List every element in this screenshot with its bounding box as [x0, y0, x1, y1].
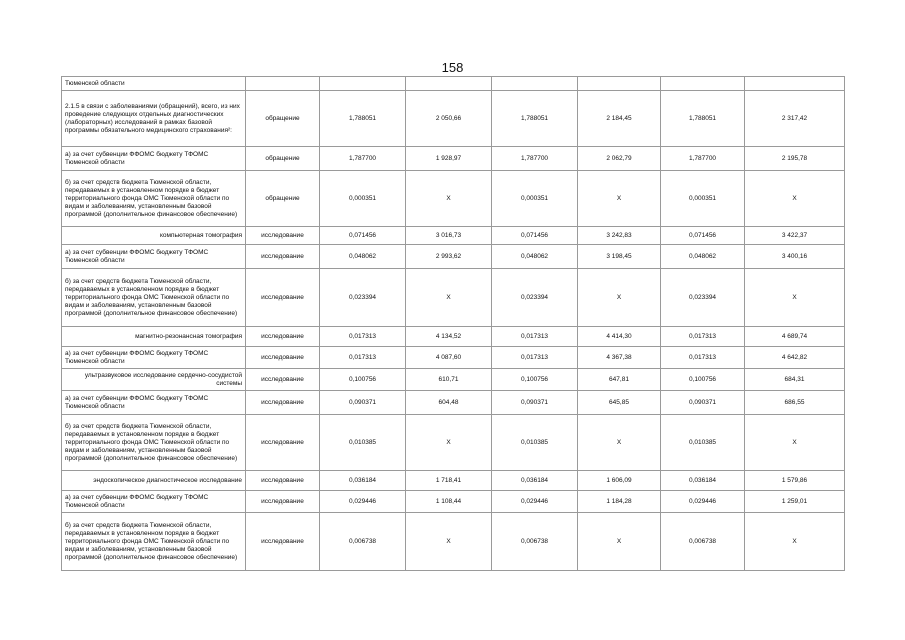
cost-cell: 3 198,45: [578, 245, 661, 269]
cost-cell: 3 422,37: [745, 227, 845, 245]
table-body: [62, 77, 845, 571]
cost-cell: 4 134,52: [406, 327, 492, 347]
cost-cell: 647,81: [578, 369, 661, 391]
row-description: магнитно-резонансная томография: [62, 327, 246, 347]
volume-cell: 1,788051: [320, 91, 406, 147]
table-row: [62, 91, 845, 147]
unit-cell: исследование: [246, 471, 320, 491]
cost-cell: 1 928,97: [406, 147, 492, 171]
volume-cell: 1,788051: [492, 91, 578, 147]
cost-cell: 4 367,38: [578, 347, 661, 369]
volume-cell: 0,017313: [320, 347, 406, 369]
unit-cell: исследование: [246, 347, 320, 369]
table-row: [62, 147, 845, 171]
unit-cell: исследование: [246, 245, 320, 269]
cost-cell: 1 718,41: [406, 471, 492, 491]
cost-cell: 610,71: [406, 369, 492, 391]
volume-cell: 0,036184: [492, 471, 578, 491]
row-description: б) за счет средств бюджета Тюменской области, передаваемых в установленном порядке в бюджет территориального фонда ОМС Тюменской области по видам и заболеваниям, установленным базовой программой (дополнительное финансовое обеспечение): [62, 171, 246, 227]
volume-cell: 0,029446: [492, 491, 578, 513]
cost-cell: X: [745, 171, 845, 227]
table-row: [62, 415, 845, 471]
cost-cell: 1 606,09: [578, 471, 661, 491]
volume-cell: 0,017313: [320, 327, 406, 347]
unit-cell: обращение: [246, 171, 320, 227]
unit-cell: обращение: [246, 147, 320, 171]
row-description: 2.1.5 в связи с заболеваниями (обращений), всего, из них проведение следующих отдельных диагностических (лабораторных) исследований в рамках базовой программы обязательного медицинского страхования²:: [62, 91, 246, 147]
table-row: [62, 471, 845, 491]
row-description: компьютерная томография: [62, 227, 246, 245]
volume-cell: 0,010385: [492, 415, 578, 471]
volume-cell: 0,071456: [320, 227, 406, 245]
volume-cell: 0,006738: [320, 513, 406, 571]
table-row: [62, 391, 845, 415]
cost-cell: 1 579,86: [745, 471, 845, 491]
unit-cell: исследование: [246, 227, 320, 245]
cost-cell: 4 642,82: [745, 347, 845, 369]
funding-table: [61, 76, 845, 571]
cost-cell: 2 195,78: [745, 147, 845, 171]
cost-cell: 2 317,42: [745, 91, 845, 147]
volume-cell: 0,017313: [492, 327, 578, 347]
row-description: б) за счет средств бюджета Тюменской области, передаваемых в установленном порядке в бюджет территориального фонда ОМС Тюменской области по видам и заболеваниям, установленным базовой программой (дополнительное финансовое обеспечение): [62, 269, 246, 327]
table-row: [62, 327, 845, 347]
row-description: а) за счет субвенции ФФОМС бюджету ТФОМС Тюменской области: [62, 245, 246, 269]
volume-cell: 0,090371: [661, 391, 745, 415]
cost-cell: X: [406, 513, 492, 571]
table-row: [62, 245, 845, 269]
unit-cell: исследование: [246, 369, 320, 391]
unit-cell: исследование: [246, 391, 320, 415]
volume-cell: 0,100756: [320, 369, 406, 391]
cost-cell: 2 062,79: [578, 147, 661, 171]
unit-cell: обращение: [246, 91, 320, 147]
volume-cell: 0,029446: [661, 491, 745, 513]
table-row: [62, 347, 845, 369]
volume-cell: 0,036184: [320, 471, 406, 491]
volume-cell: [320, 77, 406, 91]
table-row: [62, 171, 845, 227]
cost-cell: 3 016,73: [406, 227, 492, 245]
cost-cell: X: [745, 415, 845, 471]
cost-cell: [578, 77, 661, 91]
cost-cell: 645,85: [578, 391, 661, 415]
cost-cell: X: [406, 415, 492, 471]
table-row: [62, 513, 845, 571]
cost-cell: 1 108,44: [406, 491, 492, 513]
row-description: б) за счет средств бюджета Тюменской области, передаваемых в установленном порядке в бюджет территориального фонда ОМС Тюменской области по видам и заболеваниям, установленным базовой программой (дополнительное финансовое обеспечение): [62, 415, 246, 471]
cost-cell: X: [578, 269, 661, 327]
cost-cell: 3 400,16: [745, 245, 845, 269]
volume-cell: 0,023394: [320, 269, 406, 327]
unit-cell: исследование: [246, 327, 320, 347]
table-row: [62, 77, 845, 91]
cost-cell: X: [745, 513, 845, 571]
unit-cell: исследование: [246, 269, 320, 327]
row-description: а) за счет субвенции ФФОМС бюджету ТФОМС Тюменской области: [62, 147, 246, 171]
row-description: эндоскопическое диагностическое исследование: [62, 471, 246, 491]
volume-cell: 1,788051: [661, 91, 745, 147]
volume-cell: 0,071456: [492, 227, 578, 245]
volume-cell: 0,090371: [492, 391, 578, 415]
cost-cell: X: [406, 171, 492, 227]
volume-cell: 0,036184: [661, 471, 745, 491]
row-description: ультразвуковое исследование сердечно-сосудистой системы: [62, 369, 246, 391]
unit-cell: исследование: [246, 415, 320, 471]
row-description: а) за счет субвенции ФФОМС бюджету ТФОМС Тюменской области: [62, 347, 246, 369]
cost-cell: 604,48: [406, 391, 492, 415]
cost-cell: 684,31: [745, 369, 845, 391]
cost-cell: X: [745, 269, 845, 327]
volume-cell: 0,100756: [661, 369, 745, 391]
cost-cell: [406, 77, 492, 91]
volume-cell: 1,787700: [320, 147, 406, 171]
cost-cell: 4 087,60: [406, 347, 492, 369]
cost-cell: 2 050,66: [406, 91, 492, 147]
volume-cell: [492, 77, 578, 91]
volume-cell: 0,048062: [492, 245, 578, 269]
cost-cell: 4 689,74: [745, 327, 845, 347]
volume-cell: 0,029446: [320, 491, 406, 513]
unit-cell: [246, 77, 320, 91]
volume-cell: 0,010385: [320, 415, 406, 471]
cost-cell: 1 259,01: [745, 491, 845, 513]
volume-cell: 0,006738: [492, 513, 578, 571]
volume-cell: 0,000351: [492, 171, 578, 227]
volume-cell: 0,023394: [661, 269, 745, 327]
cost-cell: X: [578, 415, 661, 471]
cost-cell: X: [578, 513, 661, 571]
volume-cell: 0,048062: [320, 245, 406, 269]
cost-cell: 686,55: [745, 391, 845, 415]
page-number: 158: [441, 60, 464, 75]
volume-cell: 0,006738: [661, 513, 745, 571]
table-row: [62, 491, 845, 513]
row-description: а) за счет субвенции ФФОМС бюджету ТФОМС Тюменской области: [62, 391, 246, 415]
volume-cell: 0,017313: [661, 327, 745, 347]
row-description: Тюменской области: [62, 77, 246, 91]
cost-cell: [745, 77, 845, 91]
cost-cell: 1 184,28: [578, 491, 661, 513]
cost-cell: 2 993,62: [406, 245, 492, 269]
cost-cell: 2 184,45: [578, 91, 661, 147]
volume-cell: 0,071456: [661, 227, 745, 245]
table-row: [62, 369, 845, 391]
volume-cell: 1,787700: [492, 147, 578, 171]
volume-cell: 0,017313: [492, 347, 578, 369]
volume-cell: 1,787700: [661, 147, 745, 171]
unit-cell: исследование: [246, 491, 320, 513]
volume-cell: 0,100756: [492, 369, 578, 391]
volume-cell: 0,000351: [320, 171, 406, 227]
volume-cell: 0,023394: [492, 269, 578, 327]
row-description: б) за счет средств бюджета Тюменской области, передаваемых в установленном порядке в бюджет территориального фонда ОМС Тюменской области по видам и заболеваниям, установленным базовой программой (дополнительное финансовое обеспечение): [62, 513, 246, 571]
volume-cell: 0,010385: [661, 415, 745, 471]
volume-cell: 0,017313: [661, 347, 745, 369]
table-row: [62, 227, 845, 245]
table-row: [62, 269, 845, 327]
cost-cell: 4 414,30: [578, 327, 661, 347]
cost-cell: X: [406, 269, 492, 327]
cost-cell: X: [578, 171, 661, 227]
volume-cell: 0,090371: [320, 391, 406, 415]
volume-cell: 0,000351: [661, 171, 745, 227]
volume-cell: 0,048062: [661, 245, 745, 269]
cost-cell: 3 242,83: [578, 227, 661, 245]
row-description: а) за счет субвенции ФФОМС бюджету ТФОМС Тюменской области: [62, 491, 246, 513]
unit-cell: исследование: [246, 513, 320, 571]
volume-cell: [661, 77, 745, 91]
